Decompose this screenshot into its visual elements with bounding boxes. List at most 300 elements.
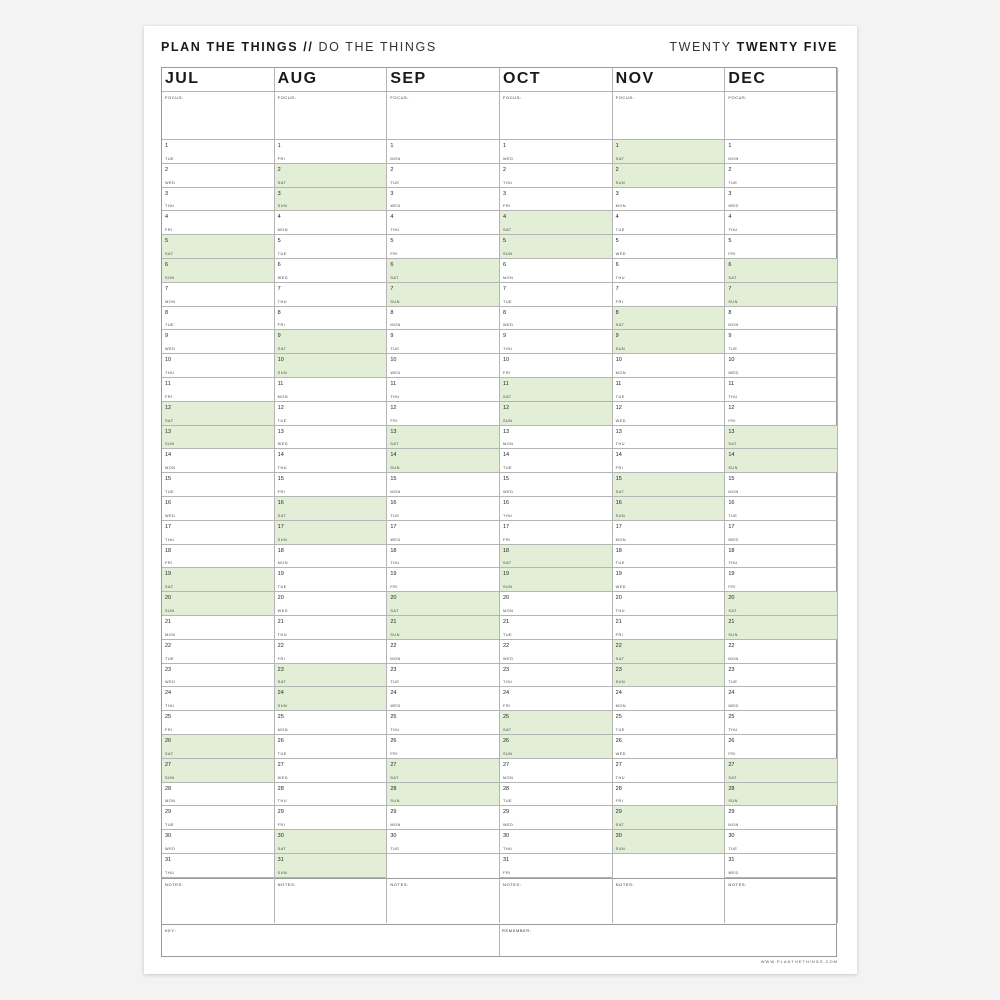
day-cell[interactable] xyxy=(387,473,499,497)
weekday-label: SUN xyxy=(503,585,513,590)
day-cell[interactable] xyxy=(387,354,499,378)
day-cell[interactable] xyxy=(725,568,837,592)
day-cell[interactable] xyxy=(387,426,499,450)
day-cell[interactable] xyxy=(500,854,612,878)
weekday-label: TUE xyxy=(165,656,175,661)
day-cell[interactable] xyxy=(613,735,725,759)
day-cell[interactable] xyxy=(613,759,725,783)
remember-box[interactable] xyxy=(499,925,836,956)
day-cell[interactable] xyxy=(387,759,499,783)
day-cell[interactable] xyxy=(725,616,837,640)
day-cell[interactable] xyxy=(275,402,387,426)
day-cell[interactable] xyxy=(500,307,612,331)
day-cell[interactable] xyxy=(613,711,725,735)
weekday-label: MON xyxy=(503,442,514,447)
day-cell[interactable] xyxy=(275,473,387,497)
day-cell[interactable] xyxy=(275,188,387,212)
day-cell[interactable] xyxy=(387,568,499,592)
weekday-label: FRI xyxy=(615,632,624,637)
day-cell[interactable] xyxy=(500,402,612,426)
weekday-label: SAT xyxy=(165,418,174,423)
weekday-label: TUE xyxy=(728,347,738,352)
day-cell[interactable] xyxy=(387,735,499,759)
day-cell[interactable] xyxy=(613,378,725,402)
day-number: 29 xyxy=(503,809,510,816)
day-number: 23 xyxy=(615,666,622,673)
month-header xyxy=(725,68,837,92)
day-cell[interactable] xyxy=(275,592,387,616)
day-cell[interactable] xyxy=(613,687,725,711)
key-box[interactable] xyxy=(162,925,500,956)
day-cell[interactable] xyxy=(275,283,387,307)
weekday-label: WED xyxy=(503,323,514,328)
day-cell[interactable] xyxy=(613,568,725,592)
day-cell[interactable] xyxy=(725,687,837,711)
day-number: 9 xyxy=(728,333,732,340)
day-cell[interactable] xyxy=(275,235,387,259)
day-cell[interactable] xyxy=(725,545,837,569)
day-cell[interactable] xyxy=(500,449,612,473)
weekday-label: SUN xyxy=(165,608,175,613)
day-cell[interactable] xyxy=(387,711,499,735)
day-cell[interactable] xyxy=(725,806,837,830)
day-cell[interactable] xyxy=(275,664,387,688)
weekday-label: SUN xyxy=(277,370,288,375)
day-cell[interactable] xyxy=(613,830,725,854)
day-cell[interactable] xyxy=(725,830,837,854)
day-cell[interactable] xyxy=(613,521,725,545)
day-cell[interactable] xyxy=(500,378,612,402)
day-cell[interactable] xyxy=(162,164,274,188)
day-cell[interactable] xyxy=(275,354,387,378)
day-cell[interactable] xyxy=(162,854,274,878)
day-number: 20 xyxy=(277,595,284,602)
day-cell[interactable] xyxy=(725,854,837,878)
day-number: 12 xyxy=(615,404,622,411)
day-cell[interactable] xyxy=(500,568,612,592)
weekday-label: WED xyxy=(165,347,176,352)
day-cell[interactable] xyxy=(613,473,725,497)
day-number: 22 xyxy=(165,642,172,649)
day-cell[interactable] xyxy=(500,283,612,307)
day-number: 8 xyxy=(165,309,169,316)
tagline-bold: PLAN THE THINGS // xyxy=(161,40,314,54)
day-cell[interactable] xyxy=(162,640,274,664)
day-number: 19 xyxy=(503,571,510,578)
day-number: 7 xyxy=(165,285,169,292)
day-cell[interactable] xyxy=(613,259,725,283)
day-cell[interactable] xyxy=(275,449,387,473)
day-cell[interactable] xyxy=(500,497,612,521)
weekday-label: TUE xyxy=(615,727,625,732)
day-cell[interactable] xyxy=(725,402,837,426)
day-cell[interactable] xyxy=(500,545,612,569)
weekday-label: SAT xyxy=(503,727,512,732)
day-cell[interactable] xyxy=(725,640,837,664)
day-cell[interactable] xyxy=(613,354,725,378)
focus-box[interactable] xyxy=(725,92,837,140)
day-number: 8 xyxy=(277,309,281,316)
day-cell[interactable] xyxy=(275,330,387,354)
day-cell[interactable] xyxy=(613,592,725,616)
day-cell[interactable] xyxy=(162,759,274,783)
day-cell[interactable] xyxy=(162,806,274,830)
day-cell[interactable] xyxy=(725,783,837,807)
day-number: 30 xyxy=(165,833,172,840)
day-cell[interactable] xyxy=(275,854,387,878)
day-cell[interactable] xyxy=(613,307,725,331)
day-cell[interactable] xyxy=(275,711,387,735)
day-cell[interactable] xyxy=(275,616,387,640)
day-cell[interactable] xyxy=(387,188,499,212)
day-cell[interactable] xyxy=(387,235,499,259)
focus-label: FOCUS: xyxy=(165,95,184,100)
day-number: 16 xyxy=(728,500,735,506)
day-cell[interactable] xyxy=(725,426,837,450)
day-cell[interactable] xyxy=(162,735,274,759)
day-cell[interactable] xyxy=(162,402,274,426)
day-cell[interactable] xyxy=(387,497,499,521)
day-cell[interactable] xyxy=(725,664,837,688)
day-cell[interactable] xyxy=(162,283,274,307)
day-cell[interactable] xyxy=(725,307,837,331)
focus-box[interactable] xyxy=(275,92,387,140)
day-cell[interactable] xyxy=(387,783,499,807)
day-cell[interactable] xyxy=(162,783,274,807)
day-cell[interactable] xyxy=(162,616,274,640)
notes-label: NOTES: xyxy=(615,881,635,887)
day-cell[interactable] xyxy=(275,378,387,402)
day-cell[interactable] xyxy=(162,711,274,735)
day-cell[interactable] xyxy=(275,164,387,188)
day-number: 19 xyxy=(728,571,735,578)
day-cell[interactable] xyxy=(500,164,612,188)
weekday-label: THU xyxy=(728,394,738,399)
day-number: 1 xyxy=(390,143,394,149)
day-cell[interactable] xyxy=(162,545,274,569)
weekday-label: TUE xyxy=(503,299,513,304)
day-cell[interactable] xyxy=(162,235,274,259)
day-number: 26 xyxy=(615,738,622,744)
day-cell[interactable] xyxy=(613,330,725,354)
day-number: 27 xyxy=(503,761,510,768)
day-cell[interactable] xyxy=(275,521,387,545)
day-number: 21 xyxy=(503,619,510,625)
day-cell[interactable] xyxy=(275,640,387,664)
day-cell[interactable] xyxy=(162,664,274,688)
day-cell[interactable] xyxy=(162,449,274,473)
day-cell[interactable] xyxy=(387,664,499,688)
day-cell[interactable] xyxy=(275,497,387,521)
day-cell[interactable] xyxy=(613,402,725,426)
day-cell[interactable] xyxy=(500,640,612,664)
weekday-label: THU xyxy=(165,870,175,875)
weekday-label: THU xyxy=(615,775,625,780)
day-cell[interactable] xyxy=(725,259,837,283)
day-cell[interactable] xyxy=(500,806,612,830)
day-cell[interactable] xyxy=(725,759,837,783)
day-cell[interactable] xyxy=(725,378,837,402)
day-number: 18 xyxy=(165,547,172,554)
day-cell[interactable] xyxy=(387,616,499,640)
weekday-label: TUE xyxy=(728,680,738,685)
day-cell[interactable] xyxy=(275,140,387,164)
day-cell[interactable] xyxy=(275,211,387,235)
day-cell[interactable] xyxy=(613,449,725,473)
day-cell[interactable] xyxy=(613,806,725,830)
day-cell[interactable] xyxy=(613,283,725,307)
month-column-dec xyxy=(725,68,838,923)
day-cell[interactable] xyxy=(162,497,274,521)
weekday-label: TUE xyxy=(165,823,175,828)
day-cell[interactable] xyxy=(725,473,837,497)
day-cell[interactable] xyxy=(275,830,387,854)
day-cell[interactable] xyxy=(275,568,387,592)
day-cell[interactable] xyxy=(162,830,274,854)
day-cell[interactable] xyxy=(613,497,725,521)
weekday-label: MON xyxy=(615,537,627,542)
weekday-label: FRI xyxy=(390,585,398,590)
day-cell[interactable] xyxy=(275,307,387,331)
weekday-label: SUN xyxy=(390,466,400,471)
day-cell[interactable] xyxy=(162,378,274,402)
day-cell[interactable] xyxy=(725,235,837,259)
day-cell[interactable] xyxy=(725,735,837,759)
day-cell[interactable] xyxy=(613,235,725,259)
day-cell[interactable] xyxy=(725,592,837,616)
day-cell[interactable] xyxy=(162,140,274,164)
notes-label: NOTES: xyxy=(728,881,747,887)
day-cell[interactable] xyxy=(162,259,274,283)
weekday-label: SAT xyxy=(728,775,737,780)
day-cell[interactable] xyxy=(500,711,612,735)
day-cell[interactable] xyxy=(387,687,499,711)
weekday-label: SAT xyxy=(615,323,625,328)
notes-box[interactable] xyxy=(613,878,725,925)
day-number: 10 xyxy=(503,357,510,364)
weekday-label: FRI xyxy=(503,370,511,375)
day-number: 26 xyxy=(390,738,397,744)
day-cell[interactable] xyxy=(275,259,387,283)
day-cell[interactable] xyxy=(162,211,274,235)
day-cell[interactable] xyxy=(725,330,837,354)
day-cell[interactable] xyxy=(500,664,612,688)
notes-box[interactable] xyxy=(725,878,837,925)
focus-box[interactable] xyxy=(387,92,499,140)
day-cell[interactable] xyxy=(613,616,725,640)
day-number: 22 xyxy=(503,642,510,649)
day-cell[interactable] xyxy=(387,521,499,545)
day-cell[interactable] xyxy=(387,140,499,164)
notes-box[interactable] xyxy=(162,878,274,925)
weekday-label: TUE xyxy=(728,513,738,518)
day-cell[interactable] xyxy=(500,687,612,711)
weekday-label: THU xyxy=(165,204,175,209)
day-number: 5 xyxy=(728,238,732,245)
notes-box[interactable] xyxy=(275,878,387,925)
day-cell[interactable] xyxy=(500,235,612,259)
day-cell[interactable] xyxy=(500,211,612,235)
day-number: 4 xyxy=(503,214,507,221)
day-cell[interactable] xyxy=(613,140,725,164)
day-cell[interactable] xyxy=(613,164,725,188)
day-cell[interactable] xyxy=(725,711,837,735)
day-cell[interactable] xyxy=(387,402,499,426)
day-cell[interactable] xyxy=(500,521,612,545)
day-cell[interactable] xyxy=(387,449,499,473)
day-cell[interactable] xyxy=(387,330,499,354)
day-number: 22 xyxy=(390,642,397,649)
day-cell[interactable] xyxy=(500,330,612,354)
day-cell[interactable] xyxy=(725,188,837,212)
day-cell[interactable] xyxy=(725,521,837,545)
day-cell[interactable] xyxy=(387,259,499,283)
month-column-jul xyxy=(162,68,275,923)
weekday-label: TUE xyxy=(390,180,400,185)
day-cell[interactable] xyxy=(162,521,274,545)
day-number: 4 xyxy=(165,214,169,221)
day-cell[interactable] xyxy=(500,783,612,807)
focus-box[interactable] xyxy=(613,92,725,140)
day-cell[interactable] xyxy=(387,545,499,569)
day-cell[interactable] xyxy=(275,783,387,807)
day-cell[interactable] xyxy=(613,640,725,664)
day-cell[interactable] xyxy=(613,426,725,450)
day-cell[interactable] xyxy=(162,188,274,212)
bottom-row xyxy=(162,924,836,956)
day-number: 22 xyxy=(277,642,284,649)
weekday-label: FRI xyxy=(728,418,736,423)
weekday-label: MON xyxy=(390,489,401,494)
weekday-label: SAT xyxy=(390,608,399,613)
day-number: 22 xyxy=(728,642,735,649)
day-cell[interactable] xyxy=(387,211,499,235)
day-cell[interactable] xyxy=(613,664,725,688)
day-cell[interactable] xyxy=(387,806,499,830)
day-cell[interactable] xyxy=(162,473,274,497)
day-cell[interactable] xyxy=(500,830,612,854)
day-cell[interactable] xyxy=(275,687,387,711)
day-cell[interactable] xyxy=(275,735,387,759)
notes-box[interactable] xyxy=(500,878,612,925)
day-cell[interactable] xyxy=(500,759,612,783)
day-cell[interactable] xyxy=(387,283,499,307)
day-cell[interactable] xyxy=(387,378,499,402)
day-number: 10 xyxy=(165,357,172,364)
day-number: 21 xyxy=(728,619,735,625)
day-cell[interactable] xyxy=(387,592,499,616)
day-number: 16 xyxy=(615,500,622,506)
notes-label: NOTES: xyxy=(503,881,522,887)
day-number: 7 xyxy=(390,285,394,292)
day-cell[interactable] xyxy=(613,545,725,569)
day-cell[interactable] xyxy=(725,354,837,378)
day-number: 12 xyxy=(728,404,735,411)
day-cell[interactable] xyxy=(162,568,274,592)
notes-box[interactable] xyxy=(387,878,499,925)
day-cell[interactable] xyxy=(387,307,499,331)
day-number: 26 xyxy=(503,738,510,744)
day-cell[interactable] xyxy=(500,354,612,378)
day-cell[interactable] xyxy=(275,426,387,450)
day-cell[interactable] xyxy=(387,640,499,664)
day-cell[interactable] xyxy=(500,616,612,640)
weekday-label: THU xyxy=(277,799,287,804)
weekday-label: WED xyxy=(277,775,289,780)
weekday-label: WED xyxy=(728,537,739,542)
day-number: 9 xyxy=(165,333,169,340)
day-cell[interactable] xyxy=(725,449,837,473)
weekday-label: SAT xyxy=(277,180,287,185)
day-cell[interactable] xyxy=(500,140,612,164)
weekday-label: SUN xyxy=(390,799,400,804)
weekday-label: SAT xyxy=(728,275,737,280)
day-cell[interactable] xyxy=(162,426,274,450)
day-cell[interactable] xyxy=(162,687,274,711)
year-bold: TWENTY FIVE xyxy=(736,40,838,54)
day-cell[interactable] xyxy=(725,164,837,188)
day-number: 18 xyxy=(503,547,510,554)
day-cell[interactable] xyxy=(275,545,387,569)
day-number: 17 xyxy=(728,523,735,530)
weekday-label: TUE xyxy=(503,799,513,804)
day-number: 17 xyxy=(503,523,510,530)
day-cell[interactable] xyxy=(613,188,725,212)
day-cell[interactable] xyxy=(162,307,274,331)
day-cell[interactable] xyxy=(162,354,274,378)
day-cell[interactable] xyxy=(500,426,612,450)
weekday-label: WED xyxy=(165,180,176,185)
day-cell[interactable] xyxy=(725,211,837,235)
day-cell[interactable] xyxy=(613,783,725,807)
weekday-label: FRI xyxy=(390,751,398,756)
day-cell[interactable] xyxy=(725,283,837,307)
day-cell[interactable] xyxy=(387,164,499,188)
weekday-label: MON xyxy=(165,299,176,304)
day-cell[interactable] xyxy=(500,735,612,759)
header xyxy=(161,40,838,56)
day-number: 25 xyxy=(503,714,510,721)
weekday-label: THU xyxy=(390,561,400,566)
day-number: 27 xyxy=(165,761,172,768)
day-cell[interactable] xyxy=(725,497,837,521)
day-cell[interactable] xyxy=(162,330,274,354)
day-cell[interactable] xyxy=(500,473,612,497)
weekday-label: FRI xyxy=(277,823,286,828)
day-cell[interactable] xyxy=(275,759,387,783)
day-cell[interactable] xyxy=(387,830,499,854)
focus-box[interactable] xyxy=(500,92,612,140)
month-name: AUG xyxy=(277,70,318,87)
day-number: 3 xyxy=(728,190,732,197)
focus-box[interactable] xyxy=(162,92,274,140)
day-number: 20 xyxy=(165,595,172,602)
weekday-label: MON xyxy=(165,632,176,637)
day-cell[interactable] xyxy=(500,188,612,212)
day-cell[interactable] xyxy=(613,211,725,235)
day-cell[interactable] xyxy=(500,592,612,616)
weekday-label: MON xyxy=(277,394,289,399)
weekday-label: SAT xyxy=(615,656,625,661)
day-number: 25 xyxy=(728,714,735,721)
year-title xyxy=(669,40,838,54)
day-cell[interactable] xyxy=(162,592,274,616)
day-cell[interactable] xyxy=(500,259,612,283)
day-number: 21 xyxy=(165,619,172,625)
day-cell[interactable] xyxy=(275,806,387,830)
day-cell[interactable] xyxy=(725,140,837,164)
day-number: 24 xyxy=(390,690,397,697)
